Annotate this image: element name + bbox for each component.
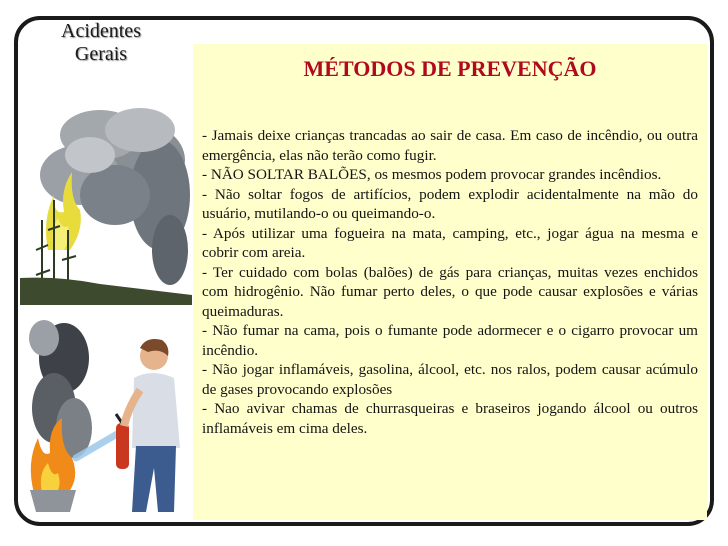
prevention-item: - NÃO SOLTAR BALÕES, os mesmos podem provocar grandes incêndios.: [202, 166, 662, 183]
smoke-cloud: [40, 108, 190, 285]
fire-extinguisher-illustration: [24, 318, 190, 512]
man: [116, 339, 180, 512]
prevention-item: - Nao avivar chamas de churrasqueiras e braseiros jogando álcool ou outros inflamáveis em cima deles.: [202, 400, 698, 437]
prevention-item: - Não fumar na cama, pois o fumante pode adormecer e o cigarro provocar um incêndio.: [202, 322, 698, 359]
prevention-item: - Não soltar fogos de artifícios, podem explodir acidentalmente na mão do usuário, mutilando-o ou queimando-o.: [202, 185, 698, 222]
section-title-line2: Gerais: [74, 43, 128, 65]
prevention-item: - Jamais deixe crianças trancadas ao sair de casa. Em caso de incêndio, ou outra emergência, elas não terão como fugir.: [202, 127, 698, 164]
forest-fire-illustration: [20, 100, 192, 305]
bin: [30, 490, 76, 512]
section-title-line1: Acidentes: [61, 20, 141, 42]
prevention-list: [202, 126, 698, 438]
prevention-panel: [193, 44, 707, 520]
prevention-item: - Ter cuidado com bolas (balões) de gás para crianças, muitas vezes enchidos com hidrogênio. Não fumar perto deles, o que pode causar explosões e várias queimaduras.: [202, 263, 698, 320]
prevention-item: - Não jogar inflamáveis, gasolina, álcool, etc. nos ralos, podem causar acúmulo de gases provocando explosões: [202, 361, 698, 398]
prevention-item: - Após utilizar uma fogueira na mata, camping, etc., jogar água na mesma e cobrir com areia.: [202, 224, 698, 261]
panel-title: MÉTODOS DE PREVENÇÃO: [303, 56, 597, 81]
section-title: [36, 20, 166, 66]
